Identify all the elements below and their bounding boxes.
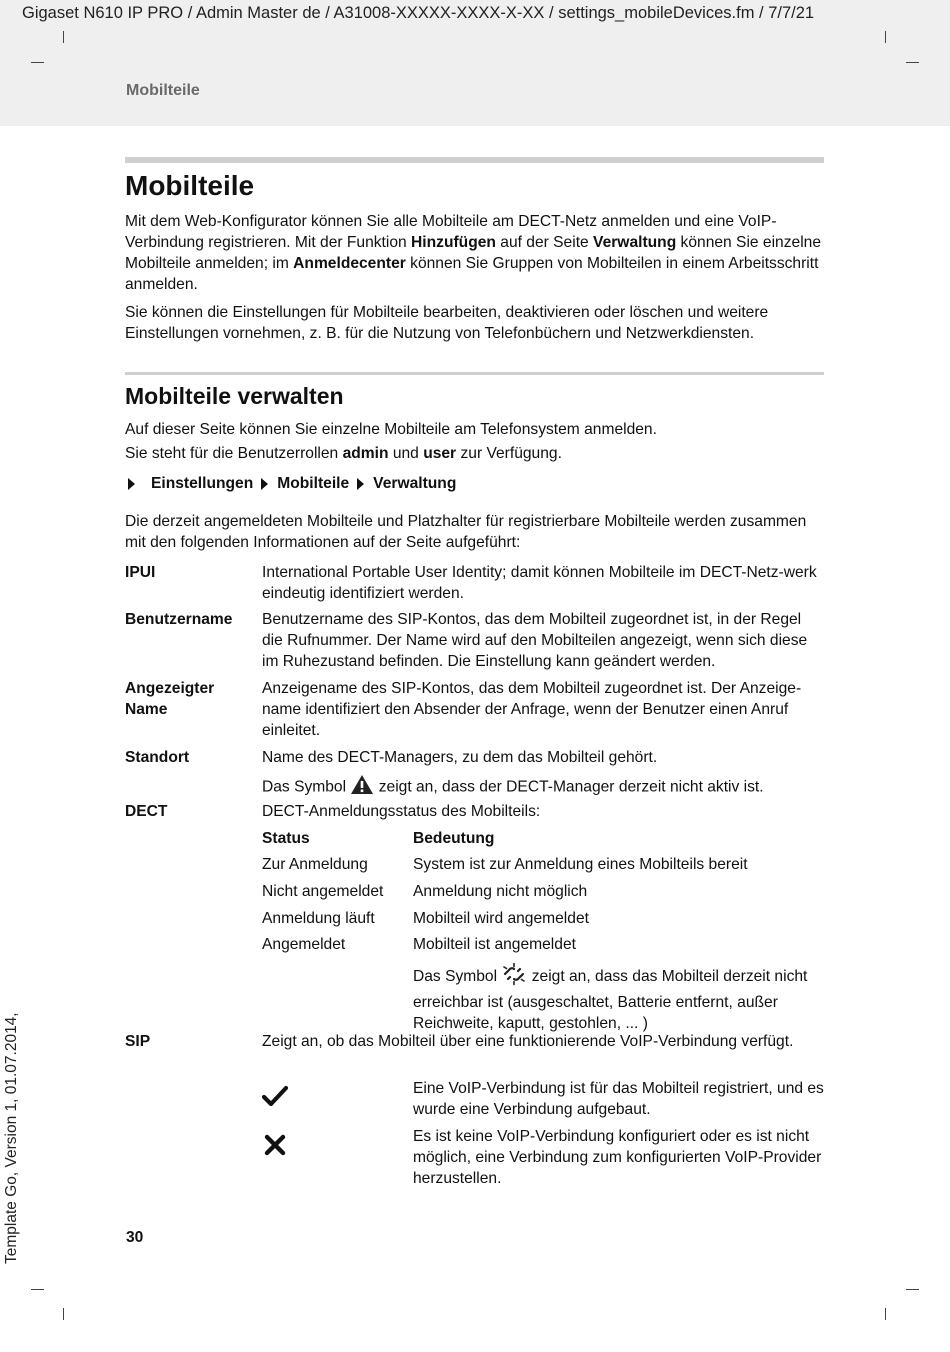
template-side-note: Template Go, Version 1, 01.07.2014,: [3, 1012, 20, 1264]
triangle-right-icon: [261, 478, 268, 490]
page-title: Mobilteile: [125, 170, 255, 201]
warning-icon: [350, 774, 374, 801]
sip-check-description: Eine VoIP-Verbindung ist für das Mobilteil registriert, und es wurde eine Verbindung aufgebaut.: [413, 1080, 824, 1118]
sip-cross-description: Es ist keine VoIP-Verbindung konfiguriert oder es ist nicht möglich, eine Verbindung zum konfigurierten VoIP-Provider herzustellen.: [413, 1128, 822, 1187]
meaning-column-header: Bedeutung: [413, 830, 495, 847]
document-path: Gigaset N610 IP PRO / Admin Master de / A31008-XXXXX-XXXX-X-XX / settings_mobileDevices.fm / 7/7/21: [22, 4, 815, 22]
cross-icon: [263, 1133, 287, 1162]
section-paragraph-1: Auf dieser Seite können Sie einzelne Mobilteile am Telefonsystem anmelden.: [125, 421, 657, 438]
meaning-cell: Anmeldung nicht möglich: [413, 883, 588, 900]
status-column-header: Status: [262, 830, 310, 847]
section-title: Mobilteile verwalten: [125, 383, 344, 409]
crop-mark: [63, 1308, 64, 1320]
status-cell: Anmeldung läuft: [262, 910, 375, 927]
breadcrumb-item: Mobilteile: [277, 475, 350, 492]
status-cell: Angemeldet: [262, 936, 346, 953]
crop-mark: [906, 62, 919, 63]
running-header: Mobilteile: [126, 82, 200, 99]
term-sip: SIP: [125, 1033, 151, 1050]
definition-location: Name des DECT-Managers, zu dem das Mobilteil gehört.: [262, 749, 658, 766]
term-dect: DECT: [125, 803, 168, 820]
crop-mark: [885, 1308, 886, 1320]
term-display-name: Angezeigter Name: [125, 680, 215, 718]
term-ipui: IPUI: [125, 564, 156, 581]
chapter-rule: [125, 157, 824, 163]
meaning-cell: Mobilteil ist angemeldet: [413, 936, 576, 953]
term-location: Standort: [125, 749, 190, 766]
breadcrumb-item: Verwaltung: [373, 475, 457, 492]
section-rule: [125, 372, 824, 375]
definition-sip: Zeigt an, ob das Mobilteil über eine funktionierende VoIP-Verbindung verfügt.: [262, 1033, 794, 1050]
crop-mark: [31, 62, 44, 63]
triangle-right-icon: [357, 478, 364, 490]
section-paragraph-3: Die derzeit angemeldeten Mobilteile und Platzhalter für registrierbare Mobilteile werden zusammen mit den folgenden Informationen auf der Seite aufgeführt:: [125, 513, 807, 551]
page-number: 30: [126, 1229, 144, 1246]
status-cell: Zur Anmeldung: [262, 856, 368, 873]
meaning-cell: System ist zur Anmeldung eines Mobilteils bereit: [413, 856, 748, 873]
check-icon: [262, 1085, 288, 1112]
section-paragraph-2: Sie steht für die Benutzerrollen admin und user zur Verfügung.: [125, 445, 562, 462]
crop-mark: [906, 1289, 919, 1290]
meaning-cell: Mobilteil wird angemeldet: [413, 910, 589, 927]
breadcrumb-item: Einstellungen: [151, 475, 254, 492]
breadcrumb: [128, 475, 456, 493]
definition-ipui: International Portable User Identity; damit können Mobilteile im DECT-Netz-werk eindeutig identifiziert werden.: [262, 564, 817, 602]
definition-display-name: Anzeigename des SIP-Kontos, das dem Mobilteil zugeordnet ist. Der Anzeige-name identifiziert den Absender der Anfrage, wenn der Benutzer einen Anruf einleitet.: [262, 680, 802, 739]
dect-note: Das Symbol zeigt an, dass das Mobilteil derzeit nicht erreichbar ist (ausgeschaltet, Batterie entfernt, außer Reichweite, kaputt, gestohlen, ... ): [413, 962, 825, 1034]
intro-paragraph-2: Sie können die Einstellungen für Mobilteile bearbeiten, deaktivieren oder löschen und weitere Einstellungen vornehmen, z. B. für die Nutzung von Telefonbüchern und Netzwerkdiensten.: [125, 304, 769, 342]
triangle-right-icon: [128, 478, 135, 490]
crop-mark: [31, 1289, 44, 1290]
crop-mark: [63, 31, 64, 43]
status-cell: Nicht angemeldet: [262, 883, 384, 900]
definition-username: Benutzername des SIP-Kontos, das dem Mobilteil zugeordnet ist, in der Regel die Rufnummer. Der Name wird auf den Mobilteilen angezeigt, wenn sich diese im Ruhezustand befinden. Die Einstellung kann geändert werden.: [262, 611, 808, 670]
intro-paragraph-1: Mit dem Web-Konfigurator können Sie alle Mobilteile am DECT-Netz anmelden und eine VoIP-Verbindung registrieren. Mit der Funktion Hinzufügen auf der Seite Verwaltung können Sie einzelne Mobilteile anmelden; im Anmeldecenter können Sie Gruppen von Mobilteilen in einem Arbeitsschritt anmelden.: [125, 213, 822, 293]
broken-link-icon: [501, 962, 527, 992]
location-note: Das Symbol zeigt an, dass der DECT-Manager derzeit nicht aktiv ist.: [262, 774, 824, 801]
crop-mark: [885, 31, 886, 43]
definition-dect: DECT-Anmeldungsstatus des Mobilteils:: [262, 803, 541, 820]
term-username: Benutzername: [125, 611, 233, 628]
